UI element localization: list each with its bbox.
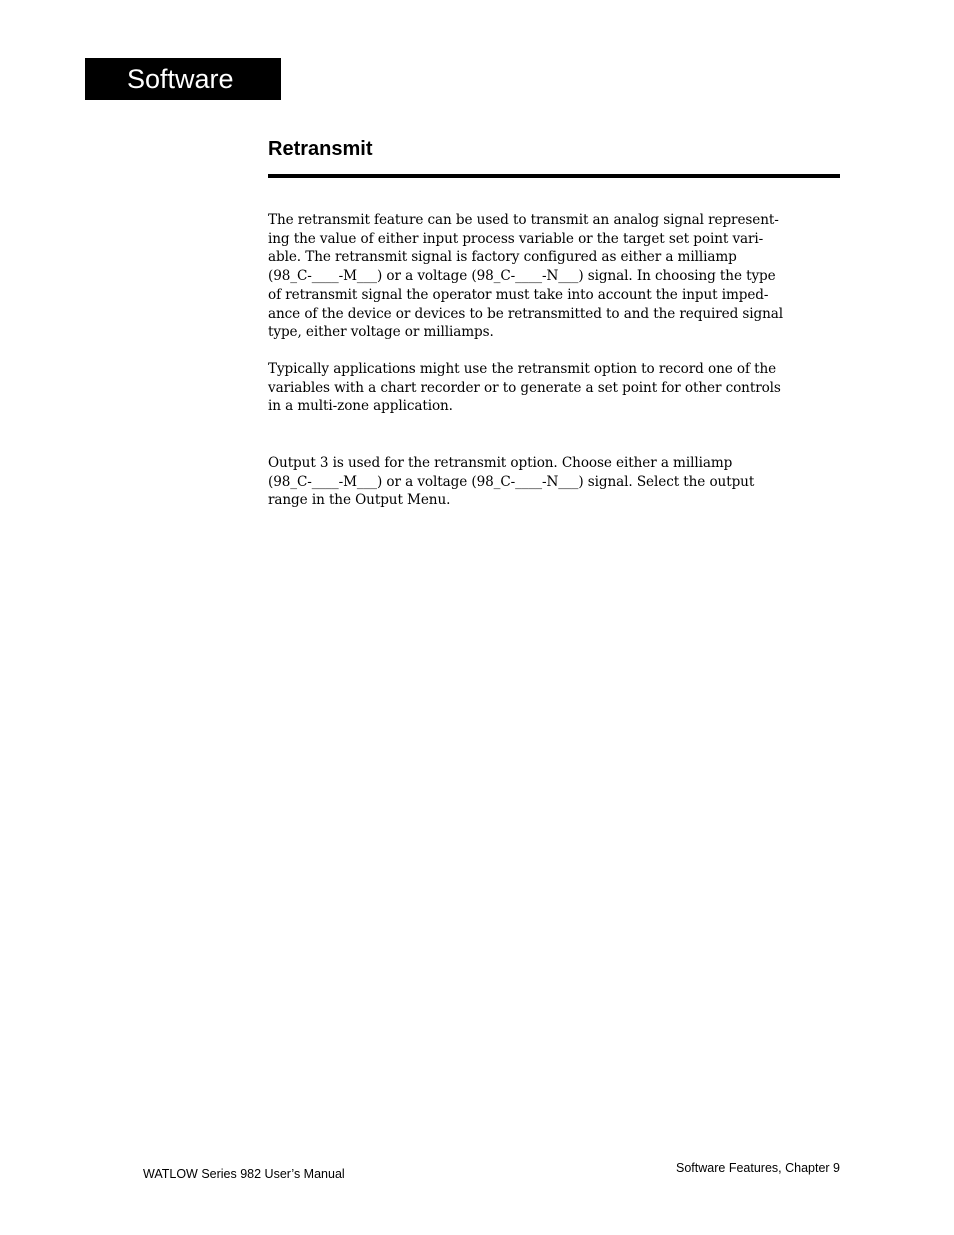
text-line: (98_C-____-M___) or a voltage (98_C-____-N___) signal. Select the output	[268, 473, 755, 490]
text-line: (98_C-____-M___) or a voltage (98_C-____-N___) signal. In choosing the type	[268, 268, 776, 285]
text-line: able. The retransmit signal is factory configured as either a milliamp	[268, 249, 737, 266]
text-line: ance of the device or devices to be retransmitted to and the required signal	[268, 305, 784, 322]
text-line: of retransmit signal the operator must take into account the input imped-	[268, 286, 769, 303]
text-line: The retransmit feature can be used to transmit an analog signal represent-	[268, 212, 779, 228]
chapter-tab-label: Software	[127, 64, 234, 94]
text-line: Typically applications might use the retransmit option to record one of the	[268, 361, 777, 377]
footer-chapter-label: Software Features, Chapter 9	[676, 1161, 840, 1175]
chapter-tab	[85, 58, 281, 100]
title-divider	[268, 174, 840, 178]
text-line: range in the Output Menu.	[268, 492, 451, 509]
paragraph-applications	[268, 360, 848, 416]
text-line: in a multi-zone application.	[268, 398, 453, 415]
text-line: variables with a chart recorder or to generate a set point for other controls	[268, 379, 781, 396]
text-line: Output 3 is used for the retransmit option. Choose either a milliamp	[268, 455, 733, 471]
text-line: type, either voltage or milliamps.	[268, 324, 494, 341]
text-line: ing the value of either input process variable or the target set point vari-	[268, 230, 764, 247]
footer-manual-title: WATLOW Series 982 User’s Manual	[143, 1167, 345, 1181]
paragraph-retransmit-description	[268, 211, 848, 342]
section-title: Retransmit	[268, 138, 373, 160]
paragraph-output-3	[268, 454, 848, 510]
